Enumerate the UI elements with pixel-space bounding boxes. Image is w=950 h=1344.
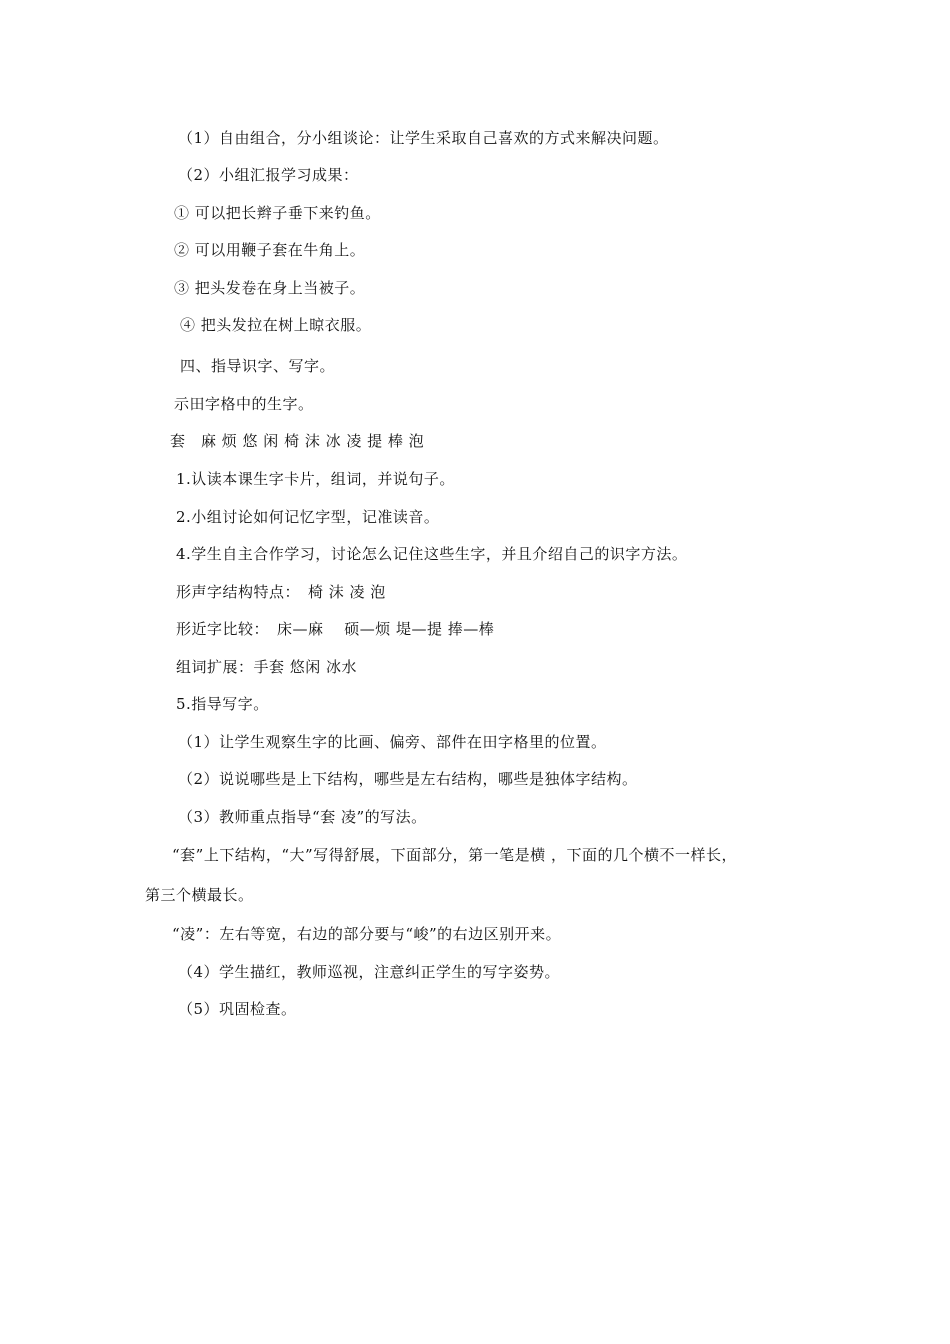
text-line: ① 可以把长辫子垂下来钓鱼。 (174, 204, 381, 222)
text-line: （1）自由组合，分小组谈论：让学生采取自己喜欢的方式来解决问题。 (178, 129, 669, 147)
text-line: “套”上下结构，“大”写得舒展，下面部分，第一笔是横 ，下面的几个横不一样长， (172, 846, 737, 864)
text-line: 4.学生自主合作学习，讨论怎么记住这些生字，并且介绍自己的识字方法。 (176, 545, 688, 563)
text-line: 1.认读本课生字卡片，组词，并说句子。 (176, 470, 455, 488)
text-line: “凌”：左右等宽，右边的部分要与“峻”的右边区别开来。 (172, 925, 562, 943)
text-line: 形近字比较： 床—麻 硕—烦 堤—提 捧—棒 (176, 620, 495, 638)
text-line: 5.指导写字。 (176, 695, 269, 713)
character-list: 套 麻 烦 悠 闲 椅 沫 冰 凌 提 棒 泡 (170, 432, 425, 450)
text-line: ③ 把头发卷在身上当被子。 (174, 279, 366, 297)
text-line: 形声字结构特点： 椅 沫 凌 泡 (176, 583, 386, 601)
text-line: ④ 把头发拉在树上晾衣服。 (180, 316, 372, 334)
text-line: （1）让学生观察生字的比画、偏旁、部件在田字格里的位置。 (178, 733, 607, 751)
text-line: （2）说说哪些是上下结构，哪些是左右结构，哪些是独体字结构。 (178, 770, 638, 788)
text-line: （5）巩固检查。 (178, 1000, 297, 1018)
text-line: （4）学生描红，教师巡视，注意纠正学生的写字姿势。 (178, 963, 561, 981)
text-line: （2）小组汇报学习成果： (178, 166, 359, 184)
text-line: （3）教师重点指导“套 凌”的写法。 (178, 808, 427, 826)
text-line: ② 可以用鞭子套在牛角上。 (174, 241, 366, 259)
text-line: 组词扩展：手套 悠闲 冰水 (176, 658, 358, 676)
text-line: 第三个横最长。 (145, 886, 254, 904)
text-line: 2.小组讨论如何记忆字型，记准读音。 (176, 508, 440, 526)
section-heading: 四、指导识字、写字。 (180, 357, 336, 375)
text-line: 示田字格中的生字。 (174, 395, 314, 413)
